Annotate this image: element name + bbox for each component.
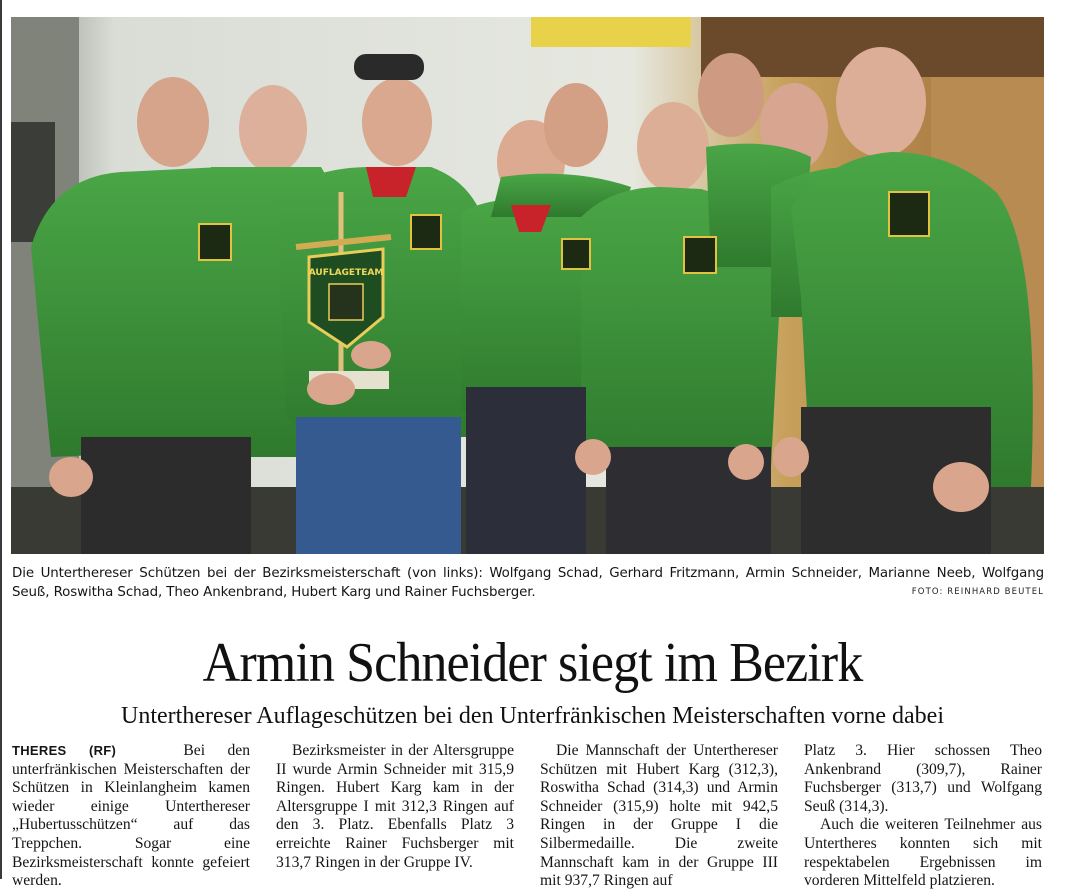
article-column-1 xyxy=(12,742,250,891)
photo-caption: Die Unterthereser Schützen bei der Bezirksmeisterschaft (von links): Wolfgang Schad, Gerhard Fritzmann, Armin Schneider, Marianne Neeb, Wolfgang Seuß, Roswitha Schad, Theo Ankenbrand, Hubert Karg und Rainer Fuchsberger. xyxy=(12,566,1044,600)
photo-illustration xyxy=(11,17,1044,554)
column-2-text: Bezirksmeister in der Altersgruppe II wurde Armin Schneider mit 315,9 Ringen. Hubert Karg kam in der Altersgruppe I mit 312,3 Ringen auf den 3. Platz. Ebenfalls Platz 3 erreichte Rainer Fuchsberger mit 313,7 Ringen in der Gruppe IV. xyxy=(276,742,514,871)
column-4-text-a: Platz 3. Hier schossen Theo Ankenbrand (309,7), Rainer Fuchsberger (313,7) und Wolfgang Seuß (314,3). xyxy=(804,742,1042,815)
pennant-label: AUFLAGETEAM xyxy=(308,268,384,278)
headline: Armin Schneider siegt im Bezirk xyxy=(202,632,863,694)
column-4-text-b: Auch die weiteren Teilnehmer aus Untertheres konnten sich mit respektabelen Ergebnissen im vorderen Mittelfeld platzieren. xyxy=(804,816,1042,890)
group-photo xyxy=(11,17,1044,554)
article-column-3 xyxy=(540,742,778,891)
photo-credit: FOTO: REINHARD BEUTEL xyxy=(911,587,1044,597)
column-3-text: Die Mannschaft der Unterthereser Schützen mit Hubert Karg (312,3), Roswitha Schad (314,3) und Armin Schneider (315,9) holte mit 942,5 Ringen in der Gruppe I die Silbermedaille. Die zweite Mannschaft kam in der Gruppe III mit 937,7 Ringen auf xyxy=(540,742,778,890)
article-column-4 xyxy=(804,742,1042,891)
column-1-text: Bei den unterfränkischen Meisterschaften der Schützen in Kleinlangheim kamen wieder einige Unterthereser „Hubertusschützen“ auf das Treppchen. Sogar eine Bezirksmeisterschaft konnte gefeiert werden. xyxy=(12,742,250,890)
subheadline: Unterthereser Auflageschützen bei den Unterfränkischen Meisterschaften vorne dabei xyxy=(121,703,944,729)
dateline: THERES (RF) xyxy=(12,743,117,758)
column-rule xyxy=(0,0,2,879)
article-column-2 xyxy=(276,742,514,872)
